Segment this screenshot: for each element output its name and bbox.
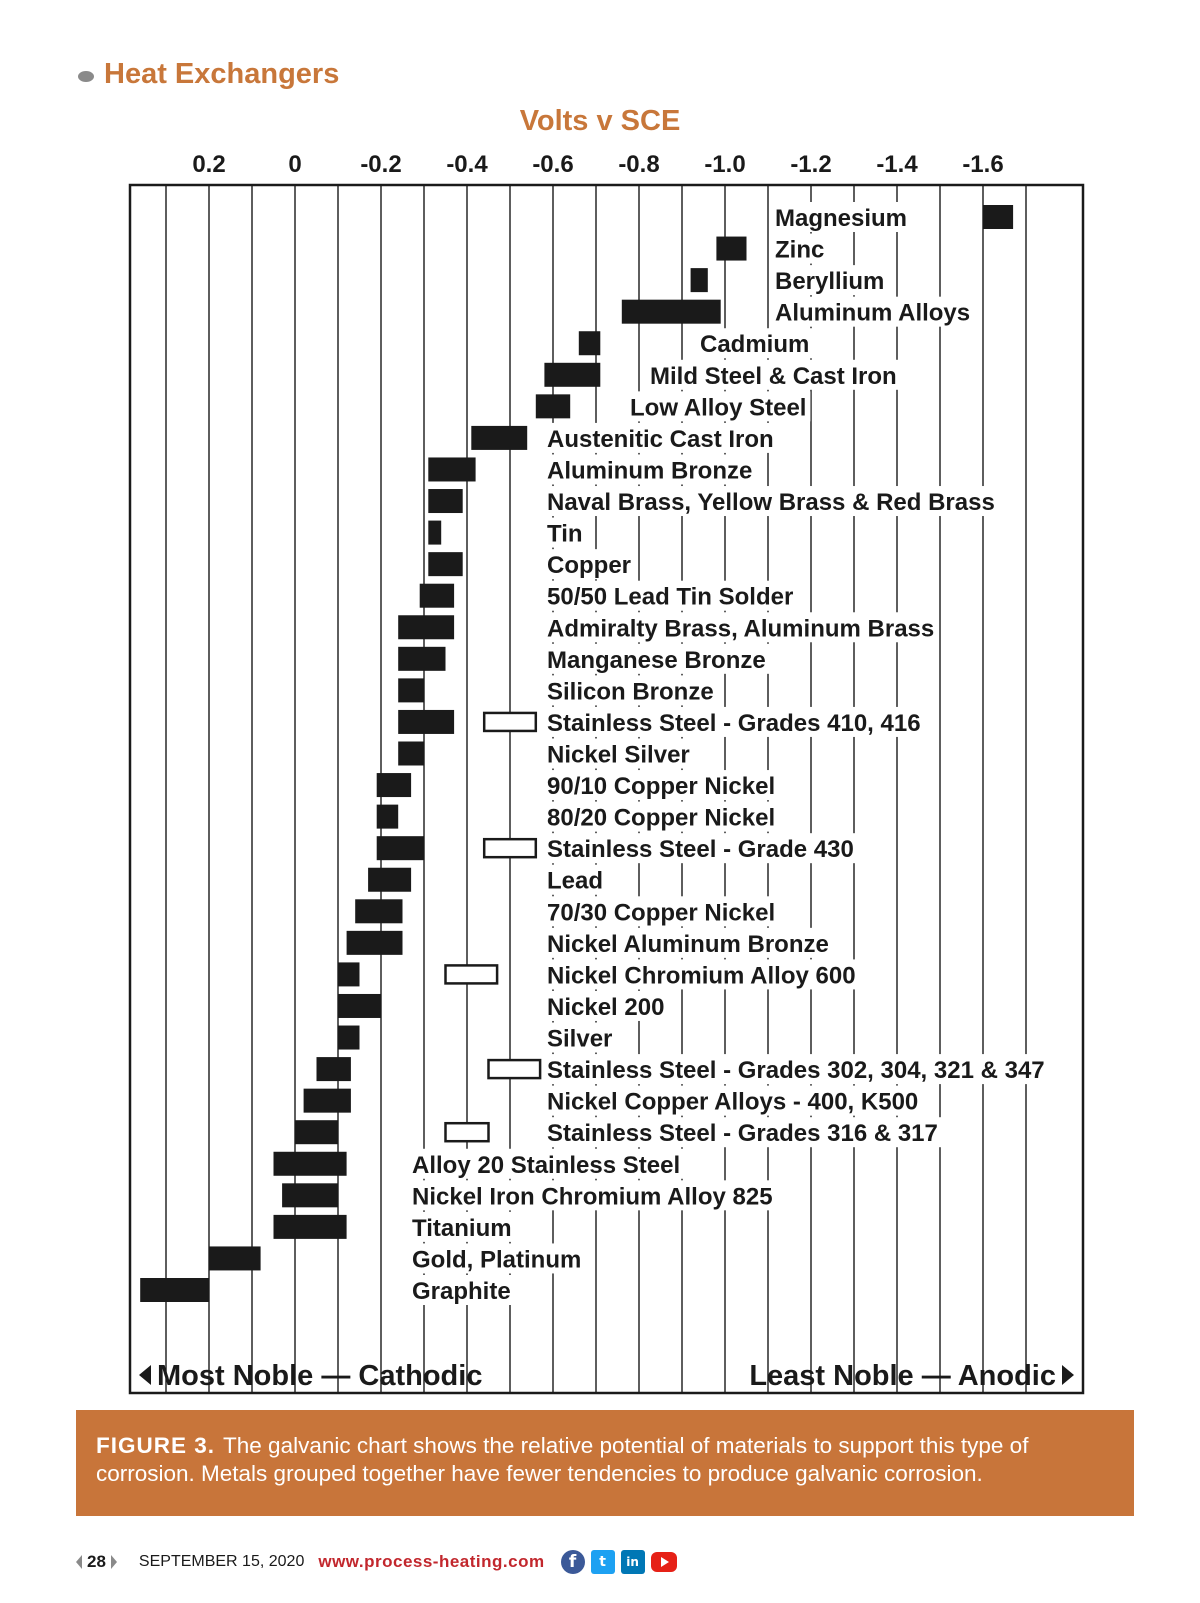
bar	[295, 1120, 338, 1144]
bar	[428, 552, 462, 576]
metal-label: Magnesium	[775, 205, 908, 232]
triangle-right-icon	[111, 1555, 117, 1569]
metal-label: Manganese Bronze	[547, 646, 766, 674]
metal-label: Beryllium	[775, 268, 885, 296]
metal-label: Alloy 20 Stainless Steel	[412, 1151, 681, 1179]
metal-label: Tin	[547, 520, 583, 548]
x-tick-label: 0	[288, 151, 302, 178]
page-number	[76, 1552, 117, 1572]
bar	[209, 1246, 261, 1270]
bar	[398, 647, 445, 671]
metal-label: Gold, Platinum	[412, 1246, 582, 1274]
x-tick-label: -1.4	[876, 151, 918, 178]
x-tick-label: -1.2	[790, 151, 832, 178]
bar	[338, 962, 360, 986]
active-bar	[489, 1060, 541, 1078]
metal-label: Nickel 200	[547, 993, 665, 1021]
bar	[274, 1152, 347, 1176]
x-tick-label: -1.6	[962, 151, 1004, 178]
metal-label: Aluminum Bronze	[547, 457, 753, 485]
bar	[304, 1089, 351, 1113]
section-title: Heat Exchangers	[104, 57, 340, 90]
right-arrow-icon	[1062, 1365, 1074, 1385]
left-arrow-icon	[139, 1365, 151, 1385]
metal-label: 80/20 Copper Nickel	[547, 804, 776, 832]
metal-label: Admiralty Brass, Aluminum Brass	[547, 615, 935, 643]
x-tick-label: -1.0	[704, 151, 746, 178]
metal-label: Stainless Steel - Grade 430	[547, 836, 854, 864]
bar	[377, 805, 399, 829]
bar	[544, 363, 600, 387]
metal-label: 90/10 Copper Nickel	[547, 773, 776, 801]
x-tick-label: -0.8	[618, 151, 660, 178]
website-link[interactable]: www.process-heating.com	[318, 1552, 545, 1571]
bar	[274, 1215, 347, 1239]
metal-label: Graphite	[412, 1278, 511, 1305]
bar	[338, 994, 381, 1018]
bar	[347, 931, 403, 955]
metal-label: Naval Brass, Yellow Brass & Red Brass	[547, 489, 995, 517]
bar	[368, 868, 411, 892]
least-noble-label: Least Noble — Anodic	[749, 1360, 1056, 1392]
bar	[355, 899, 402, 923]
figure-caption	[76, 1410, 1134, 1516]
most-noble-annotation	[139, 1360, 482, 1392]
metal-label: Aluminum Alloys	[775, 299, 971, 327]
x-tick-label: -0.2	[360, 151, 402, 178]
youtube-icon[interactable]	[651, 1552, 677, 1572]
active-bar	[484, 839, 536, 857]
bar	[398, 678, 424, 702]
x-tick-label: -0.4	[446, 151, 488, 178]
metal-label: Nickel Copper Alloys - 400, K500	[547, 1088, 919, 1116]
page-number-value: 28	[87, 1552, 106, 1571]
bar	[536, 394, 570, 418]
active-bar	[484, 713, 536, 731]
metal-label: Mild Steel & Cast Iron	[650, 362, 897, 390]
bar	[377, 836, 424, 860]
bar	[428, 489, 462, 513]
metal-label: Cadmium	[700, 331, 810, 359]
bar	[398, 615, 454, 639]
bar	[428, 521, 441, 545]
bar	[691, 268, 708, 292]
page-footer	[76, 1548, 683, 1576]
bar	[420, 584, 454, 608]
chart-title: Volts v SCE	[519, 105, 681, 137]
issue-date: SEPTEMBER 15, 2020	[138, 1553, 305, 1570]
facebook-icon[interactable]: f	[561, 1550, 585, 1574]
caption-text: The galvanic chart shows the relative potential of materials to support this type of corrosion. Metals grouped together have fewer tendencies to produce galvanic corrosion.	[96, 1433, 1029, 1486]
x-axis-ticks	[192, 151, 1003, 178]
metal-label: Titanium	[412, 1214, 512, 1242]
x-tick-label: -0.6	[532, 151, 574, 178]
bar	[398, 710, 454, 734]
social-links	[561, 1550, 683, 1574]
least-noble-annotation	[749, 1360, 1074, 1392]
metal-label: Silver	[547, 1025, 613, 1053]
bar	[716, 237, 746, 261]
metal-label: Copper	[547, 552, 631, 580]
metal-label: Nickel Silver	[547, 741, 690, 769]
metal-label: 70/30 Copper Nickel	[547, 899, 776, 927]
metal-labels	[408, 202, 1049, 1305]
metal-label: Zinc	[775, 236, 825, 264]
x-tick-label: 0.2	[192, 151, 226, 178]
linkedin-icon[interactable]: in	[621, 1550, 645, 1574]
metal-label: Nickel Aluminum Bronze	[547, 930, 829, 958]
metal-label: Nickel Chromium Alloy 600	[547, 962, 856, 990]
metal-label: 50/50 Lead Tin Solder	[547, 583, 794, 611]
metal-label: Low Alloy Steel	[630, 394, 807, 422]
bar	[428, 457, 475, 481]
metal-label: Stainless Steel - Grades 316 & 317	[547, 1120, 938, 1148]
most-noble-label: Most Noble — Cathodic	[157, 1360, 483, 1392]
triangle-left-icon	[76, 1555, 82, 1569]
bar	[317, 1057, 351, 1081]
active-bar	[446, 965, 498, 983]
caption-label: FIGURE 3.	[96, 1433, 216, 1458]
metal-label: Lead	[547, 867, 604, 895]
metal-label: Silicon Bronze	[547, 678, 714, 706]
metal-label: Stainless Steel - Grades 302, 304, 321 & 347	[547, 1057, 1045, 1085]
bar	[579, 331, 601, 355]
bar	[471, 426, 527, 450]
bar	[622, 300, 721, 324]
metal-label: Austenitic Cast Iron	[547, 425, 774, 453]
bar	[282, 1183, 338, 1207]
twitter-icon[interactable]: t	[591, 1550, 615, 1574]
bar	[140, 1278, 209, 1302]
bar	[398, 742, 424, 766]
bar	[377, 773, 411, 797]
metal-label: Nickel Iron Chromium Alloy 825	[412, 1183, 773, 1211]
bar	[983, 205, 1013, 229]
bar	[338, 1026, 360, 1050]
active-bar	[446, 1123, 489, 1141]
metal-label: Stainless Steel - Grades 410, 416	[547, 709, 921, 737]
